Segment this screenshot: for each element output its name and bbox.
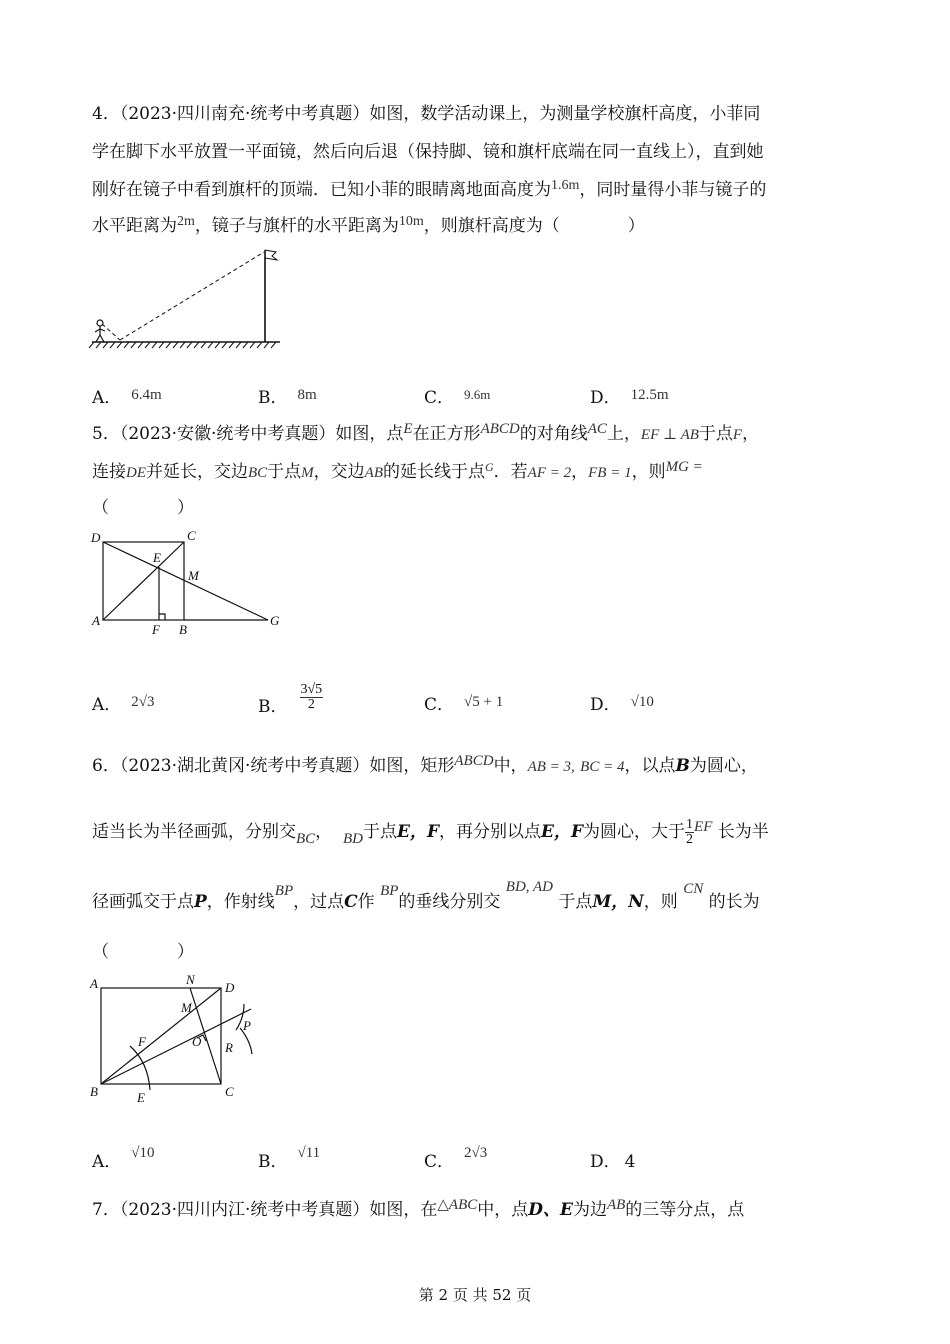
option-value: 2√3 <box>131 694 155 710</box>
option-label: C． <box>424 388 455 408</box>
q5-math: ABCD <box>480 421 520 437</box>
q5-line-3 <box>92 496 194 520</box>
label-B: B <box>90 1084 98 1099</box>
q6-math: BC = 4 <box>580 759 625 775</box>
option-label: A． <box>92 388 122 408</box>
q6-text: ，作射线 <box>206 892 275 912</box>
q6-line-3 <box>92 879 760 915</box>
option-value: √11 <box>297 1145 321 1161</box>
q6-text: 作 <box>357 892 375 912</box>
q5-math: F <box>732 427 743 443</box>
option-label: D． <box>590 1152 621 1172</box>
label-A: A <box>90 976 98 991</box>
label-E: E <box>153 550 161 565</box>
option-value: 6.4m <box>131 387 162 403</box>
q4-text: 水平距离为 <box>92 216 177 236</box>
q6-math: CN <box>683 881 704 897</box>
q4-option-c[interactable] <box>424 386 490 411</box>
fraction-denominator: 2 <box>686 832 694 847</box>
q5-math: FB = 1 <box>588 465 632 481</box>
q5-text: ．若 <box>493 462 528 482</box>
q4-option-b[interactable] <box>258 386 317 411</box>
label-F: F <box>138 1034 146 1049</box>
fraction-numerator: 1 <box>686 817 694 832</box>
q4-flagpole-figure <box>88 244 288 354</box>
q6-option-a[interactable] <box>92 1145 155 1175</box>
page-footer: 第 2 页 共 52 页 <box>418 1286 532 1304</box>
fraction-denominator: 2 <box>307 697 315 712</box>
q6-math: BP <box>274 883 294 899</box>
label-P: P <box>243 1018 251 1033</box>
label-M: M <box>181 1000 192 1015</box>
label-G: G <box>270 613 280 628</box>
q5-math: AC <box>587 421 607 437</box>
q6-math: BD, AD <box>505 879 554 895</box>
q5-square-figure <box>88 526 288 642</box>
label-O: O <box>192 1034 202 1049</box>
q6-math: BD <box>342 831 363 847</box>
q4-line-4 <box>92 214 645 240</box>
label-N: N <box>186 972 195 987</box>
q6-point: B <box>675 756 690 776</box>
q4-math: 2m <box>177 214 195 229</box>
q5-line-2 <box>92 460 703 485</box>
q6-line-1 <box>92 754 758 779</box>
q6-text: 的长为 <box>708 892 760 912</box>
q5-text: ，交边 <box>313 462 365 482</box>
q6-text: ，以点 <box>624 756 676 776</box>
q4-line-3 <box>92 178 766 204</box>
q4-text: 学在脚下水平放置一平面镜，然后向后退（保持脚、镜和旗杆底端在同一直线上），直到她 <box>92 142 764 162</box>
q6-point: C <box>344 892 358 912</box>
q4-option-d[interactable] <box>590 386 669 411</box>
label-D: D <box>225 980 235 995</box>
q7-math: AB <box>606 1197 626 1213</box>
q5-text: 连接 <box>92 462 126 482</box>
q5-text: ，则 <box>631 462 666 482</box>
q6-option-d[interactable] <box>590 1150 635 1174</box>
q4-text: ，镜子与旗杆的水平距离为 <box>194 216 399 236</box>
label-A: A <box>92 613 100 628</box>
fraction-numerator: 3√5 <box>300 682 323 697</box>
q4-math: 10m <box>398 214 424 229</box>
label-E: E <box>137 1090 145 1105</box>
q5-option-c[interactable] <box>424 693 503 718</box>
q7-math: △ABC <box>437 1197 478 1213</box>
q6-option-b[interactable] <box>258 1145 321 1175</box>
option-label: C． <box>424 695 455 715</box>
q6-text: 于点 <box>558 892 593 912</box>
label-M: M <box>188 568 199 583</box>
q7-text: 中，点 <box>477 1200 529 1220</box>
q6-text: 6．（2023·湖北黄冈·统考中考真题）如图，矩形 <box>92 756 455 776</box>
option-label: D． <box>590 388 621 408</box>
q4-text: 刚好在镜子中看到旗杆的顶端．已知小菲的眼睛离地面高度为 <box>92 180 551 200</box>
q6-math: BP <box>380 883 399 899</box>
q5-math: AB <box>364 465 383 481</box>
q4-text: ，则旗杆高度为（ ） <box>423 216 645 236</box>
q6-text: ，再分别以点 <box>439 822 542 842</box>
q6-math: BC <box>296 831 316 847</box>
q7-text: 7．（2023·四川内江·统考中考真题）如图，在 <box>92 1200 438 1220</box>
q5-math: DE <box>126 465 146 481</box>
q6-text: 适当长为半径画弧，分别交 <box>92 822 296 842</box>
label-B: B <box>179 622 187 637</box>
label-C: C <box>225 1084 234 1099</box>
option-label: C． <box>424 1152 455 1172</box>
option-value: 4 <box>624 1152 636 1172</box>
option-label: B． <box>258 388 288 408</box>
fraction <box>300 683 324 712</box>
q6-text: ，过点 <box>293 892 345 912</box>
q6-text: 于点 <box>362 822 397 842</box>
q4-text: ，同时量得小菲与镜子的 <box>579 180 767 200</box>
q6-text: 为圆心，大于 <box>583 822 686 842</box>
option-value: √5 + 1 <box>464 694 504 710</box>
q5-math: G <box>485 460 494 474</box>
option-value: 9.6m <box>464 387 491 402</box>
q7-point: D、E <box>528 1200 573 1220</box>
option-value: 12.5m <box>630 387 669 403</box>
q5-text: 于点 <box>698 424 733 444</box>
option-value: √10 <box>630 694 654 710</box>
option-label: B． <box>258 697 288 717</box>
q5-line-1 <box>92 422 759 447</box>
q6-text: ， <box>315 822 333 842</box>
q7-text: 的三等分点，点 <box>625 1200 745 1220</box>
q6-option-c[interactable] <box>424 1145 488 1175</box>
q5-text: 5．（2023·安徽·统考中考真题）如图，点 <box>92 424 404 444</box>
q5-text: 上， <box>606 424 641 444</box>
q6-math: ABCD <box>454 753 494 769</box>
q6-line-4 <box>92 940 194 964</box>
q7-line-1 <box>92 1198 744 1223</box>
q5-text: 的对角线 <box>519 424 588 444</box>
label-D: D <box>91 530 101 545</box>
q6-text: ，则 <box>643 892 678 912</box>
q6-line-2 <box>92 818 769 847</box>
option-value: 8m <box>297 387 317 403</box>
q5-math: AF = 2 <box>527 465 572 481</box>
q6-text: 的垂线分别交 <box>398 892 501 912</box>
q4-math: 1.6m <box>551 178 580 193</box>
label-F: F <box>152 622 160 637</box>
q5-text: 在正方形 <box>412 424 481 444</box>
q7-text: 为边 <box>572 1200 607 1220</box>
q5-text: 并延长，交边 <box>146 462 248 482</box>
q5-math: M <box>301 465 314 481</box>
q4-line-2 <box>92 140 764 164</box>
q6-text: （ ） <box>92 942 194 962</box>
q6-text: 中， <box>493 756 528 776</box>
option-label: D． <box>590 695 621 715</box>
q6-point: P <box>194 892 207 912</box>
q6-text: 长为半 <box>717 822 769 842</box>
q6-point: M，N <box>592 892 644 912</box>
fraction-half <box>685 818 694 847</box>
option-value: √10 <box>131 1145 155 1161</box>
q6-text: 径画弧交于点 <box>92 892 194 912</box>
q5-option-d[interactable] <box>590 693 654 718</box>
q6-point: E，F <box>541 822 584 842</box>
q4-option-a[interactable] <box>92 386 162 411</box>
q6-math: EF <box>694 819 713 835</box>
q6-math: AB = 3, <box>527 759 575 775</box>
q6-text: 为圆心， <box>689 756 758 776</box>
option-label: A． <box>92 1152 122 1172</box>
q5-math: MG = <box>665 459 703 475</box>
q5-text: ， <box>742 424 760 444</box>
option-label: A． <box>92 695 122 715</box>
label-R: R <box>225 1040 233 1055</box>
q5-math: EF ⊥ AB <box>640 427 699 443</box>
q4-line-1 <box>92 102 760 126</box>
q6-rectangle-figure <box>86 970 266 1106</box>
q4-text: 4．（2023·四川南充·统考中考真题）如图，数学活动课上，为测量学校旗杆高度，小菲同 <box>92 104 761 124</box>
q5-text: ， <box>571 462 589 482</box>
label-C: C <box>187 528 196 543</box>
q5-text: 的延长线于点 <box>383 462 485 482</box>
option-label: B． <box>258 1152 288 1172</box>
option-value: 2√3 <box>464 1145 488 1161</box>
q5-option-a[interactable] <box>92 693 155 718</box>
q5-math: BC <box>248 465 268 481</box>
q5-text: （ ） <box>92 498 194 518</box>
q6-point: E，F <box>396 822 440 842</box>
q5-text: 于点 <box>267 462 302 482</box>
q5-option-b[interactable] <box>258 682 323 722</box>
q5-math: E <box>403 421 413 437</box>
